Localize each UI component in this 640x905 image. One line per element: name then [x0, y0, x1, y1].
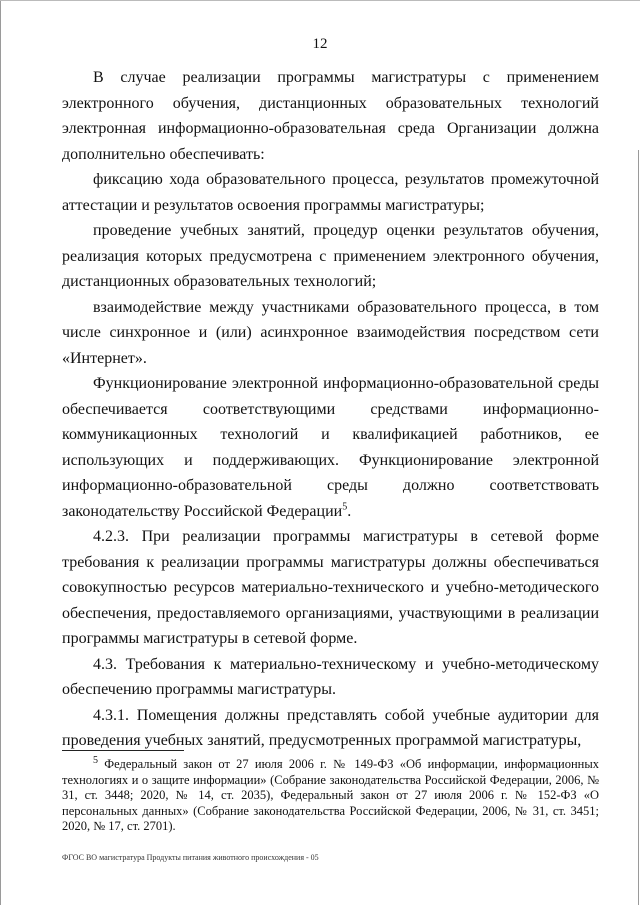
footnote-text: Федеральный закон от 27 июля 2006 г. № 149-ФЗ «Об информации, информационных технологиях и о защите информации» (Собрание законодательства Российской Федерации, 2006, № 31, ст. 3448; 2020, № 14, ст. 2035), Федеральный закон от 27 июля 2006 г. № 152-ФЗ «О персональных данных» (Собрание законодательства Российской Федерации, 2006, № 31, ст. 3451; 2020, № 17, ст. 2701).: [62, 757, 599, 833]
footnote-5: [62, 754, 599, 835]
page-edge-left: [0, 0, 1, 905]
footnote-reference[interactable]: 5: [342, 501, 348, 513]
footnote-separator: [62, 750, 184, 751]
paragraph-interaction: взаимодействие между участниками образовательного процесса, в том числе синхронное и (или) асинхронное взаимодействия посредством сети «Интернет».: [62, 298, 599, 367]
page-footer: ФГОС ВО магистратура Продукты питания животного происхождения - 05: [62, 853, 319, 862]
paragraph-functioning: [62, 371, 599, 524]
footnote-marker: 5: [93, 754, 98, 766]
paragraph-4-2-3: 4.2.3. При реализации программы магистратуры в сетевой форме требования к реализации программы магистратуры должны обеспечиваться совокупностью ресурсов материально-технического и учебно-методического обеспечения, предоставляемого организациями, участвующими в реализации программы магистратуры в сетевой форме.: [62, 528, 599, 647]
page-number: 12: [312, 36, 328, 52]
page-edge-right: [638, 150, 639, 905]
paragraph-functioning-end: .: [347, 502, 352, 520]
paragraph-functioning-text: Функционирование электронной информационно-образовательной среды обеспечивается соответствующими средствами информационно-коммуникационных технологий и квалификацией работников, ее использующих и поддерживающих. Функционирование электронной информационно-образовательной среды должно соответствовать законодательству Российской Федерации: [62, 375, 599, 520]
paragraph-4-3: 4.3. Требования к материально-техническому и учебно-методическому обеспечению программы магистратуры.: [62, 655, 599, 698]
page-edge-top: [0, 0, 640, 1]
body-text: [62, 65, 599, 754]
paragraph-4-3-1: 4.3.1. Помещения должны представлять собой учебные аудитории для проведения учебных занятий, предусмотренных программой магистратуры,: [62, 706, 599, 749]
paragraph-conducting-classes: проведение учебных занятий, процедур оценки результатов обучения, реализация которых предусмотрена с применением электронного обучения, дистанционных образовательных технологий;: [62, 222, 599, 290]
paragraph-fixation: фиксацию хода образовательного процесса, результатов промежуточной аттестации и результатов освоения программы магистратуры;: [62, 171, 599, 214]
paragraph-eio-intro: В случае реализации программы магистратуры с применением электронного обучения, дистанционных образовательных технологий электронная информационно-образовательная среда Организации должна дополнительно обеспечивать:: [62, 69, 599, 163]
